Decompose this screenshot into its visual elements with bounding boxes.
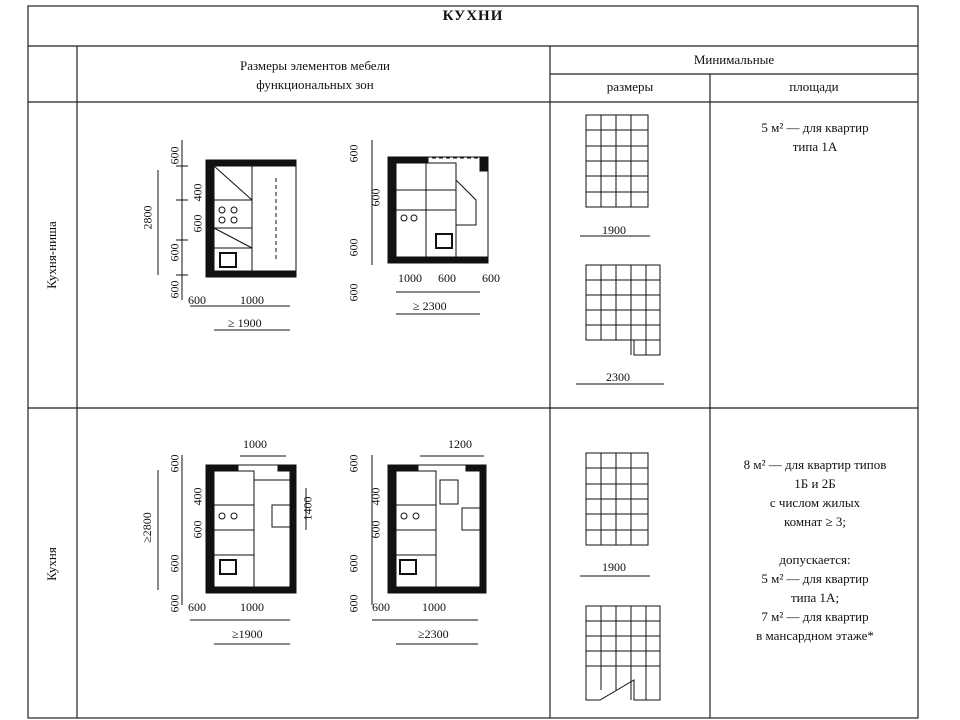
plan1-bottom-600: 600 <box>188 293 206 307</box>
page-title: КУХНИ <box>442 8 504 24</box>
plan4-bottom-1000: 1000 <box>422 600 446 614</box>
header-minimal: Минимальные <box>693 52 775 67</box>
plan4-bottom-600: 600 <box>372 600 390 614</box>
plan1-dim-600c: 600 <box>167 243 182 262</box>
area-line: 5 м² — для квартир <box>761 120 869 135</box>
plan3-bottom-600: 600 <box>188 600 206 614</box>
plan2-dim-600c: 600 <box>346 238 361 257</box>
area-line: 5 м² — для квартир <box>761 571 869 586</box>
size-row2-1900: 1900 <box>602 560 626 574</box>
plan4-dim-600a: 600 <box>346 454 361 473</box>
plan4-total: ≥2300 <box>418 627 449 641</box>
plan4-top-1200: 1200 <box>448 437 472 451</box>
plan2-dim-600a: 600 <box>346 144 361 163</box>
size-row1-2300: 2300 <box>606 370 630 384</box>
plan3-dim-2800: ≥2800 <box>139 512 154 543</box>
area-line <box>712 531 918 550</box>
header-sizes: размеры <box>606 79 654 94</box>
plan2-bottom-600b: 600 <box>482 271 500 285</box>
plan2-dim-600d: 600 <box>346 283 361 302</box>
plan4-dim-400: 400 <box>368 487 383 506</box>
plan4-dim-600c: 600 <box>346 554 361 573</box>
plan2-dim-600b: 600 <box>368 188 383 207</box>
plan3-top-1000: 1000 <box>243 437 267 451</box>
plan4-dim-600b: 600 <box>368 520 383 539</box>
plan4-dim-600d: 600 <box>346 594 361 613</box>
area-line: типа 1А; <box>790 590 840 605</box>
plan1-dim-600a: 600 <box>167 146 182 165</box>
plan1-dim-600d: 600 <box>167 280 182 299</box>
plan2-bottom-600a: 600 <box>438 271 456 285</box>
plan2-total: ≥ 2300 <box>413 299 447 313</box>
plan1-dim-400: 400 <box>190 183 205 202</box>
area-line: 1Б и 2Б <box>794 476 836 491</box>
plan3-dim-600b: 600 <box>190 520 205 539</box>
header-furniture-line1: Размеры элементов мебели <box>239 58 391 73</box>
size-row1-1900: 1900 <box>602 223 626 237</box>
plan3-dim-400: 400 <box>190 487 205 506</box>
row-label-kitchen-niche: Кухня-ниша <box>44 221 59 289</box>
plan1-dim-2800: 2800 <box>140 205 155 230</box>
header-furniture-line2: функциональных зон <box>256 77 374 92</box>
area-line: в мансардном этаже* <box>756 628 874 643</box>
header-areas: площади <box>789 79 839 94</box>
area-line: 7 м² — для квартир <box>761 609 869 624</box>
area-line: допускается: <box>779 552 851 567</box>
plan2-bottom-1000: 1000 <box>398 271 422 285</box>
row-label-kitchen: Кухня <box>44 547 59 581</box>
area-note-row2 <box>712 455 918 645</box>
plan1-bottom-1000: 1000 <box>240 293 264 307</box>
plan1-dim-600b: 600 <box>190 214 205 233</box>
area-line: 8 м² — для квартир типов <box>743 457 887 472</box>
plan3-dim-600d: 600 <box>167 594 182 613</box>
plan3-side-1400: 1400 <box>300 496 315 521</box>
area-line: типа 1А <box>792 139 838 154</box>
area-line: комнат ≥ 3; <box>784 514 846 529</box>
plan3-bottom-1000: 1000 <box>240 600 264 614</box>
area-line: с числом жилых <box>769 495 861 510</box>
plan3-total: ≥1900 <box>232 627 263 641</box>
plan1-total: ≥ 1900 <box>228 316 262 330</box>
plan3-dim-600c: 600 <box>167 554 182 573</box>
plan3-dim-600a: 600 <box>167 454 182 473</box>
